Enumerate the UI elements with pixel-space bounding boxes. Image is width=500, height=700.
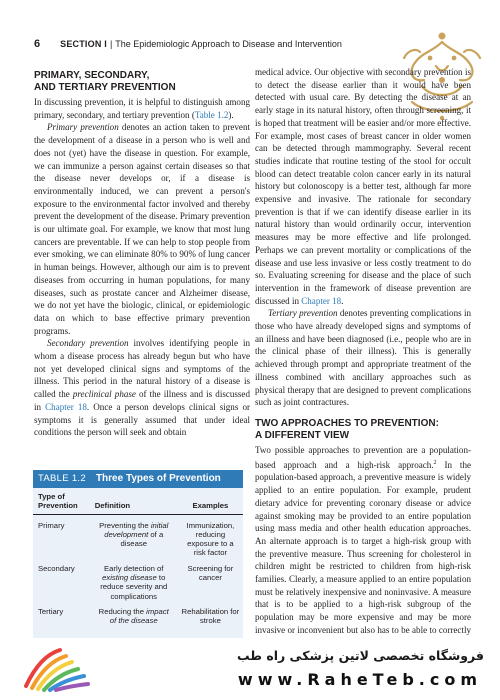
cell-definition: Early detection of existing disease to reduce severity and complications [100,563,168,601]
table-row [33,514,243,560]
chapter-18-link[interactable]: Chapter 18 [45,401,87,412]
colored-pencils-logo-icon [20,642,92,692]
chapter-18-link[interactable]: Chapter 18 [301,295,342,306]
paragraph-secondary-prevention: Secondary prevention involves identifying people in whom a disease process has already begun but who have not yet developed clinical signs and symptoms of the illness. This period in the natural history of a disease is called the preclinical phase of the illness and is discussed in Chapter 18. Once a person develops clinical signs or symptoms it is generally assumed that under ideal conditions the person will seek and obtain [34,338,250,438]
left-column [34,70,250,439]
table-number: TABLE 1.2 [38,473,86,484]
store-url[interactable]: www.RaheTeb.com [237,670,482,689]
table-title-bar [33,470,243,488]
cell-type: Tertiary [38,606,64,616]
table-1-2-link[interactable]: Table 1.2 [194,109,229,120]
section-title: The Epidemiologic Approach to Disease and Intervention [115,39,342,49]
paragraph-secondary-cont: medical advice. Our objective with secondary prevention is to detect the disease earlier than it would have been detected with usual care. By detecting the disease at an early stage in its natural history, often through screening, it is hoped that treatment will be easier and/or more effective. For example, most cases of breast cancer in older women can be detected through mammography. Several recent studies indicate that routine testing of the stool for occult blood can detect treatable colon cancer early in its natural history but colonoscopy is a better test, although far more expensive and invasive. The rationale for secondary prevention is that if we can identify disease earlier in its natural history than would ordinarily occur, intervention measures may be more effective and life prolonged. Perhaps we can prevent mortality or complications of the disease and use less invasive or less costly treatment to do so. Evaluating screening for disease and the place of such intervention in the framework of disease prevention are discussed in Chapter 18. [255,67,471,306]
column-header-definition: Definition [90,488,176,514]
cell-type: Secondary [38,563,75,573]
section-label: SECTION I [60,39,107,49]
column-header-type: Type of Prevention [33,488,90,514]
table-header-row [33,488,243,514]
right-column [255,66,471,649]
running-head [34,38,342,52]
cell-examples: Screening for cancer [187,563,234,583]
cell-examples: Rehabilitation for stroke [181,606,240,626]
term-tertiary-prevention: Tertiary prevention [268,308,338,319]
table-row [33,560,243,603]
cell-definition: Reducing the impact of the disease [98,606,169,626]
term-secondary-prevention: Secondary prevention [47,338,129,349]
reference-superscript: 2 [433,459,437,466]
section-heading-two-approaches: TWO APPROACHES TO PREVENTION: A DIFFERENT VIEW [255,417,439,441]
store-name-persian: فروشگاه تخصصی لاتین پزشکی راه طب [236,648,484,663]
page-number: 6 [34,38,41,50]
table-title: Three Types of Prevention [95,473,221,484]
paragraph-two-approaches: Two possible approaches to prevention are a population-based approach and a high-risk approach.$^2$ In the population-based approach, a preventive measure is widely applied to an entire population. For example, prudent dietary advice for preventing coronary disease or advice against smoking may be provided to an entire population using mass media and other health education approaches. An alternate approach is to target a high-risk group with the preventive measure. Thus screening for cholesterol in children might be restricted to children from high-risk families. Clearly, a measure applied to an entire population must be relatively inexpensive and noninvasive. A measure that is to be applied to a high-risk subgroup of the population may be more expensive and may be more invasive or inconvenient but also has to be able to correctly [255,444,471,635]
prevention-table [33,488,243,628]
footer-banner [0,638,500,700]
paragraph-intro: In discussing prevention, it is helpful to distinguish among primary, secondary, and tertiary prevention (Table 1.2). [34,97,250,120]
term-primary-prevention: Primary prevention [47,122,119,133]
column-header-examples: Examples [176,488,243,514]
section-separator: | [109,39,113,49]
cell-examples: Immunization, reducing exposure to a risk factor [186,520,235,558]
table-1-2 [33,470,243,638]
cell-definition: Preventing the initial development of a disease [99,520,169,549]
paragraph-tertiary-prevention: Tertiary prevention denotes preventing complications in those who have already developed signs and symptoms of an illness and have been diagnosed (i.e., people who are in the clinical phase of their illness). This is generally achieved through prompt and appropriate treatment of the illness combined with ancillary approaches such as physical therapy that are designed to prevent complications such as joint contractures. [255,308,471,408]
paragraph-primary-prevention: Primary prevention denotes an action taken to prevent the development of a disease in a person who is well and does not (yet) have the disease in question. For example, we can immunize a person against certain diseases so that the disease never develops or, if a disease is environmentally induced, we can prevent a person's exposure to the environmental factor involved and thereby prevent the development of the disease. Primary prevention is our ultimate goal. For example, we know that most lung cancers are preventable. If we can help to stop people from ever smoking, we can eliminate 80% to 90% of lung cancer in human beings. However, although our aim is to prevent diseases from occurring in human populations, for many diseases, such as prostate cancer and Alzheimer disease, we do not yet have the biologic, clinical, or epidemiologic data on which to base effective primary prevention programs. [34,122,250,336]
table-row [33,603,243,628]
section-heading-prevention: PRIMARY, SECONDARY, AND TERTIARY PREVENTION [34,70,176,93]
cell-type: Primary [38,520,65,530]
